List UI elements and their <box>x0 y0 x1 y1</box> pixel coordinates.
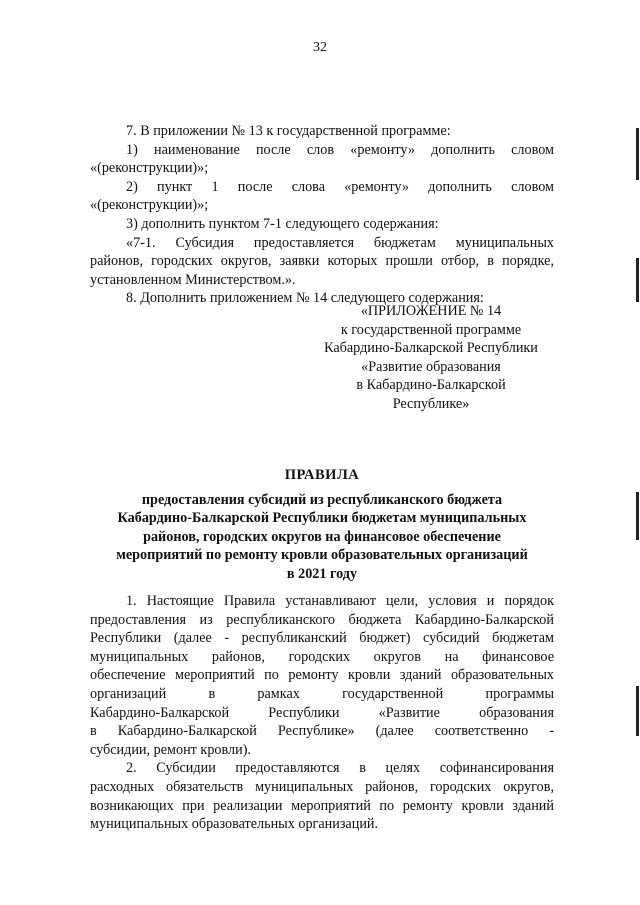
amendment-subitem-2-line2: «(реконструкции)»; <box>90 197 209 214</box>
rules-title-line-1: предоставления субсидий из республиканского бюджета <box>141 491 503 508</box>
amendments-section <box>90 122 554 308</box>
rules-heading: ПРАВИЛА <box>284 467 360 483</box>
rule-1-line-1: 1. Настоящие Правила устанавливают цели, условия и порядок <box>126 593 554 609</box>
scan-edge-mark <box>636 128 639 180</box>
appendix-header <box>300 302 562 414</box>
scan-edge-mark <box>636 686 639 736</box>
amendment-subitem-3: 3) дополнить пунктом 7-1 следующего содержания: <box>126 215 439 232</box>
rule-1-line-6: организаций в рамках государственной программы <box>90 685 554 702</box>
rule-1-line-4: муниципальных районов, городских округов на финансовое <box>90 648 554 665</box>
rules-title <box>90 466 554 584</box>
rules-body <box>90 592 554 834</box>
scan-edge-mark <box>636 492 639 540</box>
rule-1-line-2: предоставления из республиканского бюджета Кабардино-Балкарской <box>90 611 554 628</box>
appendix-line-1: «ПРИЛОЖЕНИЕ № 14 <box>360 303 502 319</box>
rule-2-line-3: возникающих при реализации мероприятий по ремонту кровли зданий <box>90 797 554 814</box>
rule-2-line-2: расходных обязательств муниципальных районов, городских округов, <box>90 778 554 795</box>
appendix-line-2: к государственной программе <box>340 321 522 338</box>
clause-7-1-line3: установленном Министерством.». <box>90 271 296 288</box>
clause-7-1-line1: «7-1. Субсидия предоставляется бюджетам муниципальных <box>126 234 554 251</box>
rule-1-line-9: субсидии, ремонт кровли). <box>90 741 251 758</box>
rule-1-line-7: Кабардино-Балкарской Республики «Развитие образования <box>90 704 554 721</box>
rule-1-line-8: в Кабардино-Балкарской Республике» (далее соответственно - <box>90 723 554 740</box>
amendment-subitem-1-line2: «(реконструкции)»; <box>90 160 209 177</box>
amendment-item-8: 8. Дополнить приложением № 14 следующего содержания: <box>126 290 484 307</box>
rule-1-line-3: Республики (далее - республиканский бюджет) субсидий бюджетам <box>90 630 554 647</box>
rules-title-line-3: районов, городских округов на финансовое обеспечение <box>143 528 501 545</box>
amendment-subitem-2-line1: 2) пункт 1 после слова «ремонту» дополнить словом <box>126 178 554 195</box>
appendix-line-6: Республике» <box>392 395 470 412</box>
rule-2-line-4: муниципальных образовательных организаций. <box>90 816 379 833</box>
rules-title-line-2: Кабардино-Балкарской Республики бюджетам муниципальных <box>117 510 527 527</box>
appendix-line-5: в Кабардино-Балкарской <box>356 377 506 394</box>
appendix-line-3: Кабардино-Балкарской Республики <box>324 340 538 357</box>
rule-2-line-1: 2. Субсидии предоставляются в целях софинансирования <box>126 760 554 777</box>
page-number: 32 <box>313 40 327 55</box>
rules-title-line-5: в 2021 году <box>286 565 358 582</box>
appendix-line-4: «Развитие образования <box>361 358 501 375</box>
scan-edge-mark <box>636 258 639 302</box>
clause-7-1-line2: районов, городских округов, заявки которых прошли отбор, в порядке, <box>90 253 554 270</box>
amendment-subitem-1-line1: 1) наименование после слов «ремонту» дополнить словом <box>126 141 554 158</box>
amendment-item-7: 7. В приложении № 13 к государственной программе: <box>126 123 451 139</box>
rule-1-line-5: обеспечение мероприятий по ремонту кровли зданий образовательных <box>90 667 554 684</box>
rules-title-line-4: мероприятий по ремонту кровли образовательных организаций <box>116 547 528 564</box>
